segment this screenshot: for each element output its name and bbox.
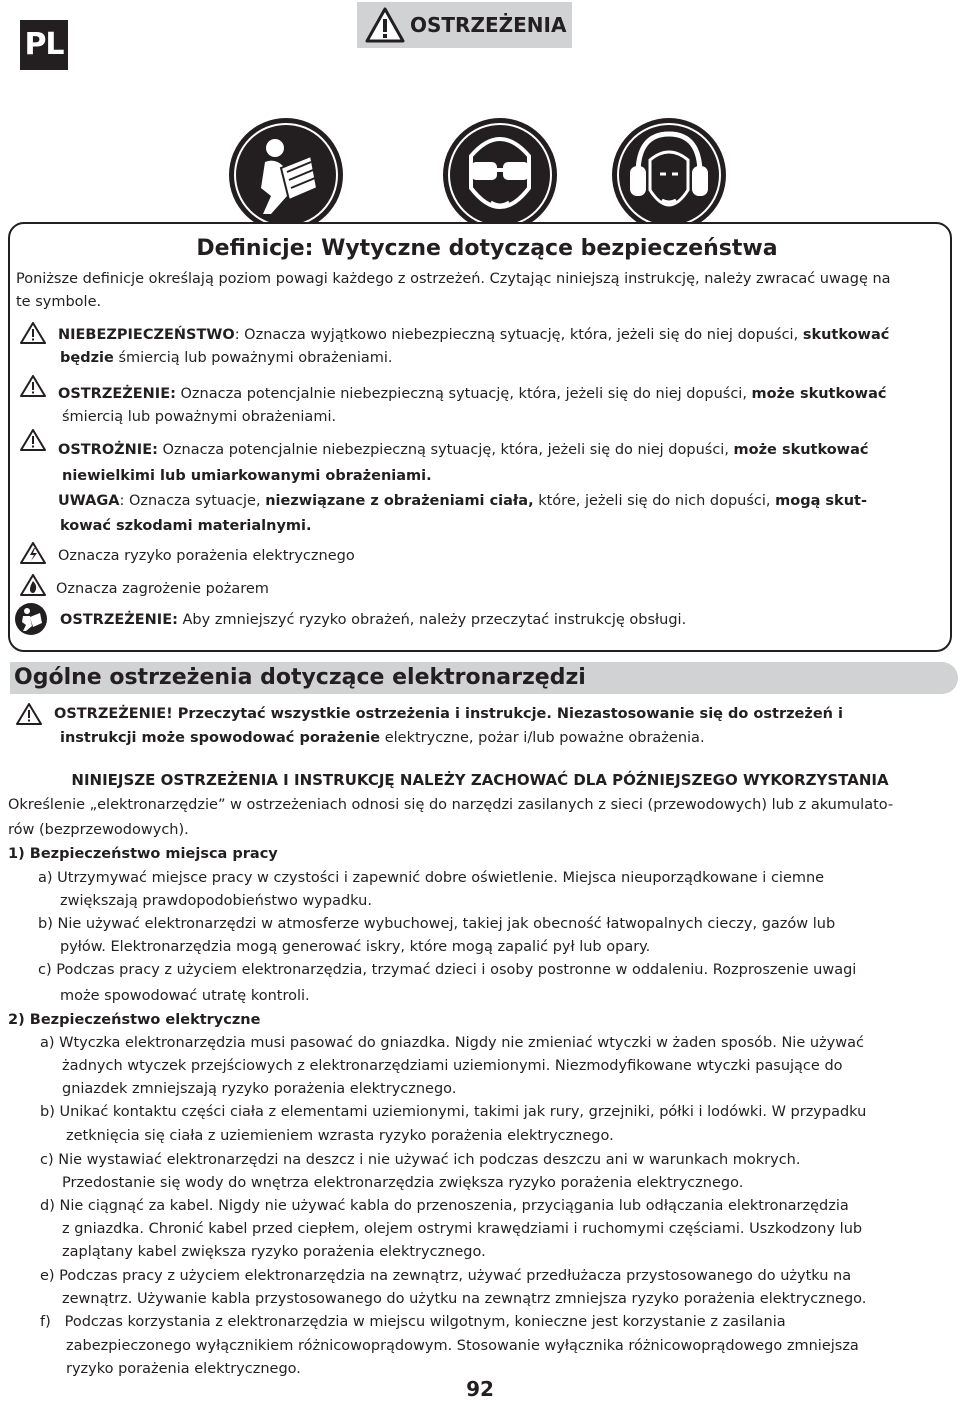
general-warning-line2: instrukcji może spowodować porażenie elektryczne, pożar i/lub poważne obrażenia.	[60, 730, 705, 746]
fire-definition: Oznacza zagrożenie pożarem	[56, 581, 269, 597]
work-area-item-c-line1: c) Podczas pracy z użyciem elektronarzędzia, trzymać dzieci i osoby postronne w oddaleniu. Rozproszenie uwagi	[38, 962, 857, 978]
work-area-item-c-line2: może spowodować utratę kontroli.	[60, 988, 310, 1004]
work-area-item-b-line1: b) Nie używać elektronarzędzi w atmosferze wybuchowej, takiej jak obecność łatwopalnych cieczy, gazów lub	[38, 916, 836, 932]
section-title: Ogólne ostrzeżenia dotyczące elektronarzędzi	[14, 665, 586, 690]
notice-definition-line1: UWAGA: Oznacza sytuacje, niezwiązane z obrażeniami ciała, które, jeżeli się do nich dopuści, mogą skut-	[58, 493, 867, 509]
work-area-heading: 1) Bezpieczeństwo miejsca pracy	[8, 846, 278, 862]
fire-icon	[20, 574, 46, 596]
electrical-safety-heading: 2) Bezpieczeństwo elektryczne	[8, 1012, 261, 1028]
work-area-item-b-line2: pyłów. Elektronarzędzia mogą generować iskry, które mogą zapalić pył lub opary.	[60, 939, 651, 955]
hearing-protection-icon	[610, 116, 728, 234]
electrical-item-f-line3: ryzyko porażenia elektrycznego.	[66, 1361, 301, 1377]
electrical-item-c-line2: Przedostanie się wody do wnętrza elektronarzędzia zwiększa ryzyko porażenia elektrycznego.	[62, 1175, 744, 1191]
safety-glasses-icon	[441, 116, 559, 234]
warning-triangle-icon	[16, 703, 42, 725]
electrical-item-c-line1: c) Nie wystawiać elektronarzędzi na deszcz i nie używać ich podczas deszczu ani w warunkach mokrych.	[40, 1152, 801, 1168]
notice-definition-line2: kować szkodami materialnymi.	[60, 518, 312, 534]
electric-shock-icon	[20, 542, 46, 564]
electrical-item-a-line1: a) Wtyczka elektronarzędzia musi pasować do gniazdka. Nigdy nie zmieniać wtyczki w żaden sposób. Nie używać	[40, 1035, 864, 1051]
electrical-item-d-line3: zaplątany kabel zwiększa ryzyko porażenia elektrycznego.	[62, 1244, 486, 1260]
work-area-item-a-line1: a) Utrzymywać miejsce pracy w czystości i zapewnić dobre oświetlenie. Miejsca nieuporządkowane i ciemne	[38, 870, 825, 886]
warning-definition-line2: śmiercią lub poważnymi obrażeniami.	[62, 409, 337, 425]
language-badge: PL	[20, 20, 68, 70]
header-band	[357, 2, 572, 48]
electrical-item-f-line2: zabezpieczonego wyłącznikiem różnicowoprądowym. Stosowanie wyłącznika różnicowoprądowego zmniejsza	[66, 1338, 859, 1354]
keep-instructions-heading: NINIEJSZE OSTRZEŻENIA I INSTRUKCJĘ NALEŻY ZACHOWAĆ DLA PÓŹNIEJSZEGO WYKORZYSTANIA	[71, 771, 889, 789]
warning-triangle-icon	[365, 7, 405, 43]
electrical-item-a-line2: żadnych wtyczek przejściowych z elektronarzędziami uziemionymi. Niezmodyfikowane wtyczki pasujące do	[62, 1058, 843, 1074]
definitions-intro-line2: te symbole.	[16, 294, 102, 310]
danger-definition-line1: NIEBEZPIECZEŃSTWO: Oznacza wyjątkowo niebezpieczną sytuację, która, jeżeli się do niej dopuści, skutkować	[58, 327, 890, 343]
page-number: 92	[466, 1377, 494, 1401]
electrical-item-f-line1: f) Podczas korzystania z elektronarzędzia w miejscu wilgotnym, konieczne jest korzystanie z zasilania	[40, 1314, 786, 1330]
caution-label: OSTROŻNIE:	[58, 442, 158, 458]
page-title: OSTRZEŻENIA	[410, 13, 567, 37]
caution-definition-line1: OSTROŻNIE: Oznacza potencjalnie niebezpieczną sytuację, która, jeżeli się do niej dopuści, może skutkować	[58, 442, 869, 458]
read-manual-icon	[14, 602, 48, 636]
warning-triangle-icon	[20, 375, 46, 397]
warning-triangle-icon	[20, 322, 46, 344]
work-area-item-a-line2: zwiększają prawdopodobieństwo wypadku.	[60, 893, 372, 909]
electrical-item-b-line2: zetknięcia się ciała z uziemieniem wzrasta ryzyko porażenia elektrycznego.	[66, 1128, 614, 1144]
read-manual-icon	[227, 116, 345, 234]
danger-definition-line2: będzie śmiercią lub poważnymi obrażeniami.	[60, 350, 393, 366]
manual-warning-label: OSTRZEŻENIE:	[60, 612, 178, 628]
danger-label: NIEBEZPIECZEŃSTWO	[58, 327, 235, 343]
general-warning-line1: OSTRZEŻENIE! Przeczytać wszystkie ostrzeżenia i instrukcje. Niezastosowanie się do ostrzeżeń i	[54, 706, 843, 722]
definitions-intro-line1: Poniższe definicje określają poziom powagi każdego z ostrzeżeń. Czytając niniejszą instrukcję, należy zwracać uwagę na	[16, 271, 891, 287]
term-definition-line2: rów (bezprzewodowych).	[8, 822, 189, 838]
electrical-item-b-line1: b) Unikać kontaktu części ciała z elementami uziemionymi, takimi jak rury, grzejniki, półki i lodówki. W przypadku	[40, 1104, 867, 1120]
section-header-band	[10, 662, 958, 694]
electrical-item-e-line2: zewnątrz. Używanie kabla przystosowanego do użytku na zewnątrz zmniejsza ryzyko porażenia elektrycznego.	[62, 1291, 867, 1307]
electrical-item-d-line2: z gniazdka. Chronić kabel przed ciepłem, olejem ostrymi krawędziami i ruchomymi częściami. Uszkodzony lub	[62, 1221, 863, 1237]
electrical-item-a-line3: gniazdek zmniejszają ryzyko porażenia elektrycznego.	[62, 1081, 457, 1097]
warning-definition-line1: OSTRZEŻENIE: Oznacza potencjalnie niebezpieczną sytuację, która, jeżeli się do niej dopuści, może skutkować	[58, 386, 887, 402]
caution-definition-line2: niewielkimi lub umiarkowanymi obrażeniami.	[62, 468, 432, 484]
electrical-item-e-line1: e) Podczas pracy z użyciem elektronarzędzia na zewnątrz, używać przedłużacza przystosowanego do użytku na	[40, 1268, 852, 1284]
electrical-item-d-line1: d) Nie ciągnąć za kabel. Nigdy nie używać kabla do przenoszenia, przyciągania lub odłączania elektronarzędzia	[40, 1198, 849, 1214]
warning-label: OSTRZEŻENIE:	[58, 386, 176, 402]
term-definition-line1: Określenie „elektronarzędzie” w ostrzeżeniach odnosi się do narzędzi zasilanych z sieci (przewodowych) lub z akumulato-	[8, 797, 894, 813]
notice-label: UWAGA	[58, 493, 120, 509]
electric-shock-definition: Oznacza ryzyko porażenia elektrycznego	[58, 548, 355, 564]
manual-definition: OSTRZEŻENIE: Aby zmniejszyć ryzyko obrażeń, należy przeczytać instrukcję obsługi.	[60, 612, 687, 628]
warning-triangle-icon	[20, 429, 46, 451]
definitions-title: Definicje: Wytyczne dotyczące bezpieczeństwa	[196, 236, 778, 261]
